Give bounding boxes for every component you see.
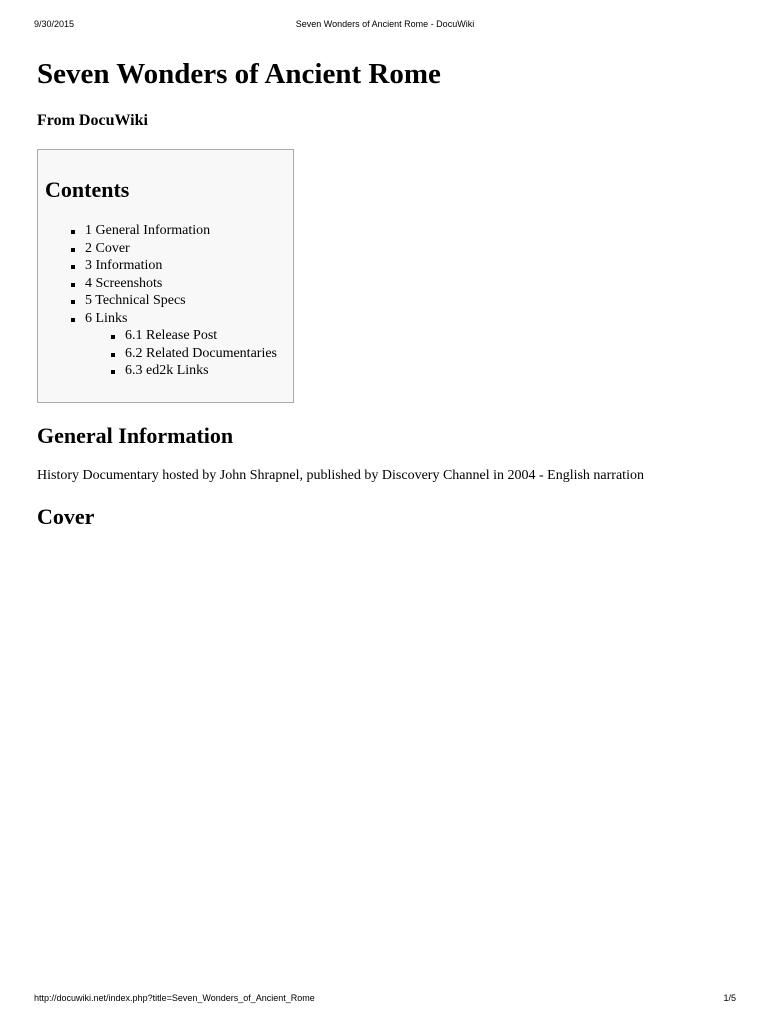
toc-item-release-post[interactable]: 6.1 Release Post xyxy=(69,327,277,345)
toc-sublist xyxy=(69,327,277,380)
print-header xyxy=(34,19,736,31)
section-heading-cover: Cover xyxy=(37,504,95,529)
toc-item-screenshots[interactable]: 4 Screenshots xyxy=(69,275,210,293)
toc-title: Contents xyxy=(45,177,130,202)
toc-item-technical-specs[interactable]: 5 Technical Specs xyxy=(69,292,210,310)
page-title: Seven Wonders of Ancient Rome xyxy=(37,58,441,90)
toc-item-links[interactable]: 6 Links xyxy=(69,310,210,328)
toc-list xyxy=(69,222,210,327)
print-url: http://docuwiki.net/index.php?title=Seven_Wonders_of_Ancient_Rome xyxy=(34,993,315,1003)
print-date: 9/30/2015 xyxy=(34,19,75,29)
general-information-text: History Documentary hosted by John Shrapnel, published by Discovery Channel in 2004 - English narration xyxy=(37,468,644,483)
print-page-number: 1/5 xyxy=(723,993,736,1003)
toc-item-cover[interactable]: 2 Cover xyxy=(69,240,210,258)
page-subtitle: From DocuWiki xyxy=(37,112,148,129)
toc-item-general-information[interactable]: 1 General Information xyxy=(69,222,210,240)
toc-item-ed2k-links[interactable]: 6.3 ed2k Links xyxy=(69,362,277,380)
print-footer xyxy=(34,993,736,1005)
toc-item-related-documentaries[interactable]: 6.2 Related Documentaries xyxy=(69,345,277,363)
print-page-title: Seven Wonders of Ancient Rome - DocuWiki xyxy=(295,19,475,29)
toc-item-information[interactable]: 3 Information xyxy=(69,257,210,275)
section-heading-general-information: General Information xyxy=(37,423,234,448)
